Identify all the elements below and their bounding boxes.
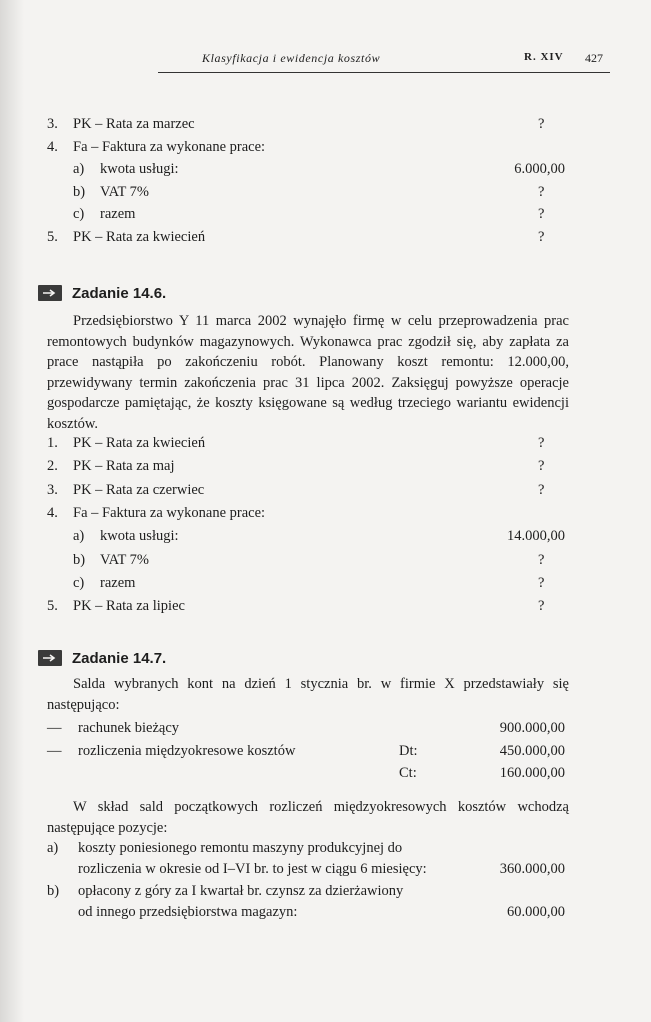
item-question-mark: ? — [538, 551, 545, 568]
item-number: 2. — [47, 458, 58, 475]
item-text: PK – Rata za lipiec — [73, 598, 185, 615]
header-title: Klasyfikacja i ewidencja kosztów — [202, 51, 381, 65]
item-text: kwota usługi: — [100, 161, 179, 177]
running-header — [190, 51, 611, 71]
balance-side: Dt: — [399, 742, 418, 759]
task-paragraph-text: Przedsiębiorstwo Y 11 marca 2002 wynajęło firmę w celu przeprowadzenia prac remontowych budynków magazynowych. Wykonawca prac zgodził się, aby zapłata za prace nastąpiła po zakończeniu robót. Planowany koszt remontu: 12.000,00, przewidywany termin zakończenia prac 31 lipca 2002. Zaksięguj powyższe operacje gospodarcze pamiętając, że koszty księgowane są według trzeciego wariantu ewidencji kosztów. — [47, 313, 569, 432]
item-question-mark: ? — [538, 598, 545, 615]
task-title: Zadanie 14.7. — [72, 649, 167, 667]
page-number: 427 — [585, 51, 603, 65]
item-text: kwota usługi: — [100, 528, 179, 545]
position-value: 360.000,00 — [499, 861, 565, 877]
item-question-mark: ? — [538, 574, 545, 591]
header-rule — [158, 72, 610, 73]
balance-label: rozliczenia międzyokresowe kosztów — [78, 742, 296, 759]
item-number: 5. — [47, 228, 58, 245]
position-line1: opłacony z góry za I kwartał br. czynsz za dzierżawiony — [78, 883, 404, 899]
item-number: 3. — [47, 481, 58, 498]
item-question-mark: ? — [538, 206, 545, 222]
item-text: Fa – Faktura za wykonane prace: — [73, 504, 266, 521]
header-chapter: R. XIV — [524, 51, 564, 63]
item-text: PK – Rata za maj — [73, 458, 175, 475]
pencil-icon — [38, 650, 62, 666]
item-question-mark: ? — [538, 116, 545, 132]
item-number: 3. — [47, 116, 58, 132]
position-label: a) — [47, 840, 59, 856]
item-number: 1. — [47, 435, 58, 451]
balance-label: rachunek bieżący — [78, 720, 180, 736]
balance-dash: — — [47, 720, 62, 736]
position-line2: od innego przedsiębiorstwa magazyn: — [78, 904, 298, 920]
item-text: PK – Rata za kwiecień — [73, 228, 206, 245]
item-value: 14.000,00 — [507, 528, 565, 545]
position-label: b) — [47, 883, 60, 899]
item-text: PK – Rata za czerwiec — [73, 481, 205, 498]
task-title: Zadanie 14.6. — [72, 284, 167, 302]
item-question-mark: ? — [538, 435, 545, 451]
task-intro-text: Salda wybranych kont na dzień 1 stycznia br. w firmie X przedstawiały się następująco: — [47, 676, 569, 713]
item-number: 4. — [47, 504, 58, 521]
item-number: 4. — [47, 138, 58, 155]
balance-dash: — — [47, 742, 62, 759]
task-heading-14-7 — [38, 647, 166, 669]
item-text: PK – Rata za kwiecień — [73, 435, 206, 451]
item-text: PK – Rata za marzec — [73, 116, 195, 132]
task-paragraph-2-text: W skład sald początkowych rozliczeń międzyokresowych kosztów wchodzą następujące pozycje: — [47, 799, 569, 836]
item-sub-label: a) — [73, 528, 85, 545]
item-sub-label: c) — [73, 206, 85, 222]
task-paragraph — [47, 311, 569, 434]
position-line1: koszty poniesionego remontu maszyny produkcyjnej do — [78, 840, 403, 856]
item-sub-label: b) — [73, 183, 86, 200]
item-text: razem — [100, 574, 136, 591]
item-question-mark: ? — [538, 458, 545, 475]
page-gutter-shadow — [0, 0, 24, 1022]
task-intro — [47, 674, 569, 715]
item-sub-label: a) — [73, 161, 85, 177]
item-number: 5. — [47, 598, 58, 615]
item-sub-label: b) — [73, 551, 86, 568]
item-text: VAT 7% — [100, 183, 150, 200]
position-value: 60.000,00 — [507, 904, 565, 920]
balance-value: 900.000,00 — [499, 720, 565, 736]
item-question-mark: ? — [538, 183, 545, 200]
balance-value: 450.000,00 — [499, 742, 565, 759]
item-text: VAT 7% — [100, 551, 150, 568]
task-heading-14-6 — [38, 282, 166, 304]
item-text: Fa – Faktura za wykonane prace: — [73, 138, 266, 155]
item-question-mark: ? — [538, 228, 545, 245]
item-sub-label: c) — [73, 574, 85, 591]
balance-value: 160.000,00 — [499, 765, 565, 781]
balance-side: Ct: — [399, 765, 417, 781]
item-value: 6.000,00 — [514, 161, 565, 177]
task-paragraph-2 — [47, 797, 569, 838]
item-text: razem — [100, 206, 136, 222]
item-question-mark: ? — [538, 481, 545, 498]
position-line2: rozliczenia w okresie od I–VI br. to jest w ciągu 6 miesięcy: — [78, 861, 427, 877]
pencil-icon — [38, 285, 62, 301]
